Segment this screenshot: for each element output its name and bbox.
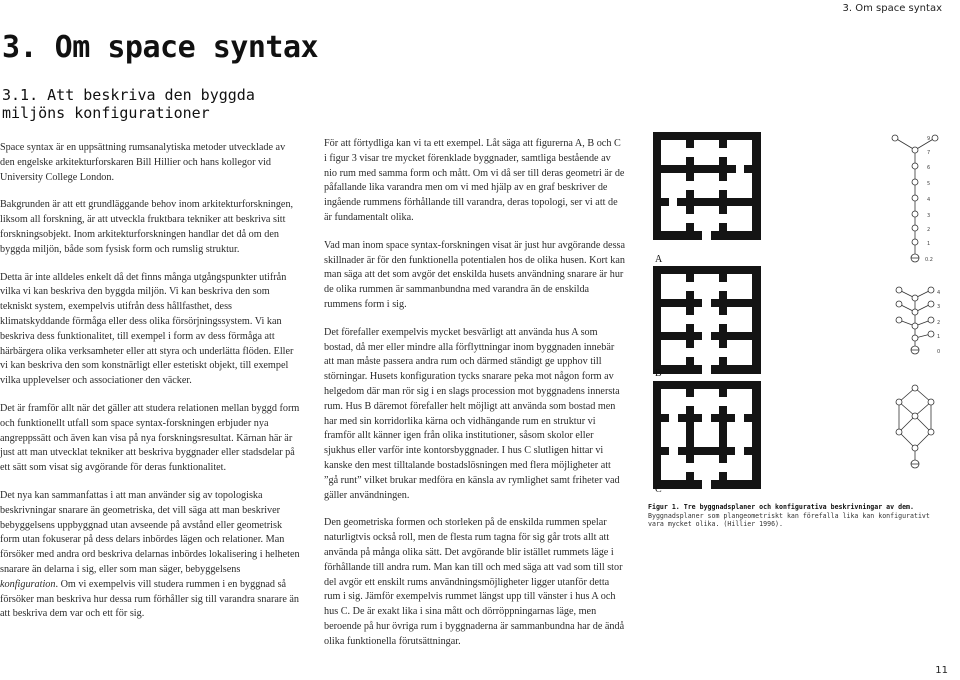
figure-caption-body: Byggnadsplaner som plangeometriskt kan förefalla lika kan konfigurativt vara mycket olika. (Hillier 1996).: [648, 511, 930, 528]
paragraph: Den geometriska formen och storleken på de enskilda rummen spelar naturligtvis också roll, men de flesta rum tagna för sig går trots allt att använda på många olika sätt. Det avgörande blir istället rummets läge i förhållande till andra rum. Man kan till och med säga att vad som till stor del avgör ett enskilt rums användningsmöjligheter ligger utanför detta rum i sig. Jämför exempelvis rummet längst upp till vänster i hus A och hus C. De är exakt lika i sina mått och dörröppningarnas läge, men beroende på hur övriga rum i byggnaderna är sammanbundna har de ändå olika funktionella förutsättningar.: [324, 517, 625, 647]
paragraph: För att förtydliga kan vi ta ett exempel. Låt säga att figurerna A, B och C i figur 3 visar tre mycket förenklade byggnader, samtliga bestående av nio rum med samma form och mått. Om vi då ser till deras geometri är de påfallande lika varandra men om vi med hjälp av en graf beskriver de ingående rummens förhållande till varandra, deras topologi, ser vi att de är fundamentalt olika.: [324, 138, 625, 223]
figure-building-plans: [645, 126, 945, 506]
paragraph: Det förefaller exempelvis mycket besvärligt att använda hus A som bostad, då mer eller mindre alla förflyttningar inom byggnaden innebär att man måste passera andra rum och därmed ständigt ge upphov till störningar. Husets konfiguration tycks snarare peka mot någon form av helgedom där man rör sig i en slags procession mot byggnadens innersta rum. Hus B däremot förefaller helt möjligt att använda som bostad men har med sin korridorlika kärna och vidhängande rum en struktur vi framför allt känner igen från olika institutioner, såsom skolor eller sjukhus eller varför inte kontorsbyggnader. I hus C slutligen hittar vi kanske den mest tilltalande bostadslösningen med flera möjligheter att ”gå runt” vilket brukar medföra en känsla av rymlighet samt friheter vad gäller användningen.: [324, 326, 620, 501]
emphasis-konfiguration: konfiguration: [0, 578, 56, 590]
plan-b-label: B: [655, 368, 662, 379]
graph-a-level: 0.2: [925, 257, 933, 263]
plan-b: [653, 266, 761, 374]
graph-b-level: 3: [937, 304, 941, 310]
graph-a-level: 6: [927, 165, 931, 171]
graph-a-level: 1: [927, 241, 931, 247]
paragraph: Vad man inom space syntax-forskningen visat är just hur avgörande dessa skillnader är för den funktionella potentialen hos de olika husen. Kort kan man säga att det som avgör det enskilda husets användning snarare är hur de olika rummen är sammanbundna med varandra än de enskilda rummens form i sig.: [324, 239, 626, 310]
graph-a-level: 4: [927, 197, 931, 203]
graph-b-level: 0: [937, 349, 941, 355]
graph-b-level: 1: [937, 334, 941, 340]
chapter-title: 3. Om space syntax: [2, 30, 319, 65]
paragraph: Bakgrunden är att ett grundläggande behov inom arkitekturforskningen, liksom all forskning, är att utveckla fruktbara tekniker att beskriva sitt forskningsobjekt. Inom arkitekturforskningen handlar det då om den byggda miljön, både som fysisk form och rumslig struktur.: [0, 199, 294, 255]
graph-a-level: 2: [927, 227, 931, 233]
graph-c: [896, 385, 934, 468]
paragraph: [0, 489, 300, 622]
paragraph: Space syntax är en uppsättning rumsanalytiska metoder utvecklade av den engelske arkitekturforskaren Bill Hillier och hans kollegor vid University College London.: [0, 142, 286, 183]
graph-b: [896, 287, 934, 354]
plan-a: [653, 132, 761, 240]
middle-text-column: [324, 137, 626, 663]
graph-a-level: 5: [927, 181, 931, 187]
paragraph: Detta är inte alldeles enkelt då det finns många utgångspunkter utifrån vilka vi kan beskriva den byggda miljön. Vi kan beskriva den som tekniskt system, exempelvis utifrån dess hållfasthet, dess klimatskyddande förmåga eller dess olika försörjningssystem. Vi kan beskriva dess funktionalitet, till exempel i form av dess förmåga att härbärgera olika verksamheter eller att styra och underlätta flöden. Eller vi kan beskriva den som konstnärligt eller estetiskt objekt, till exempel vilka upplevelser och associationer den väcker.: [0, 271, 294, 387]
paragraph-text: Det nya kan sammanfattas i att man använder sig av topologiska beskrivningar snarare än geometriska, det vill säga att man beskriver bebyggelsens uppbyggnad utan avseende på avstånd eller geometrisk form utan fokuserar på dess delars inbördes lägen och relationer. Man försöker med andra ord beskriva delarnas inbördes lokalisering i helheten snarare än delarna i sig, eller som man säger, bebyggelsens: [0, 489, 300, 575]
page-number: 11: [935, 665, 948, 676]
paragraph-text: . Om vi exempelvis vill studera rummen i en byggnad så försöker man beskriva hur dessa rum förhåller sig till varandra snarare än att beskriva dem var och ett för sig.: [0, 578, 300, 620]
section-title: 3.1. Att beskriva den byggda miljöns konfigurationer: [2, 86, 255, 122]
figure-caption: [648, 503, 948, 529]
graph-a: [892, 135, 938, 262]
graph-a-level: 3: [927, 213, 931, 219]
graph-b-level: 4: [937, 290, 941, 296]
graph-a-level: 7: [927, 150, 931, 156]
figure-caption-title: Figur 1. Tre byggnadsplaner och konfigurativa beskrivningar av dem.: [648, 503, 914, 511]
figure-svg: [645, 126, 945, 506]
left-text-column: [0, 141, 300, 635]
graph-a-level: 9: [927, 136, 931, 142]
plan-c: [653, 381, 761, 489]
plan-a-label: A: [655, 254, 663, 265]
graph-b-level: 2: [937, 320, 941, 326]
paragraph: Det är framför allt när det gäller att studera relationen mellan byggd form och funktionellt utfall som space syntax-forskningen erbjuder nya angreppssätt och även kan visa på nya forskningsresultat. Kärnan här är just att man utvecklat tekniker att beskriva byggnader eller stadsdelar på ett sätt som visat sig avgörande för deras funktionalitet.: [0, 402, 300, 474]
plan-c-label: C: [655, 484, 662, 495]
running-header: 3. Om space syntax: [842, 3, 942, 14]
